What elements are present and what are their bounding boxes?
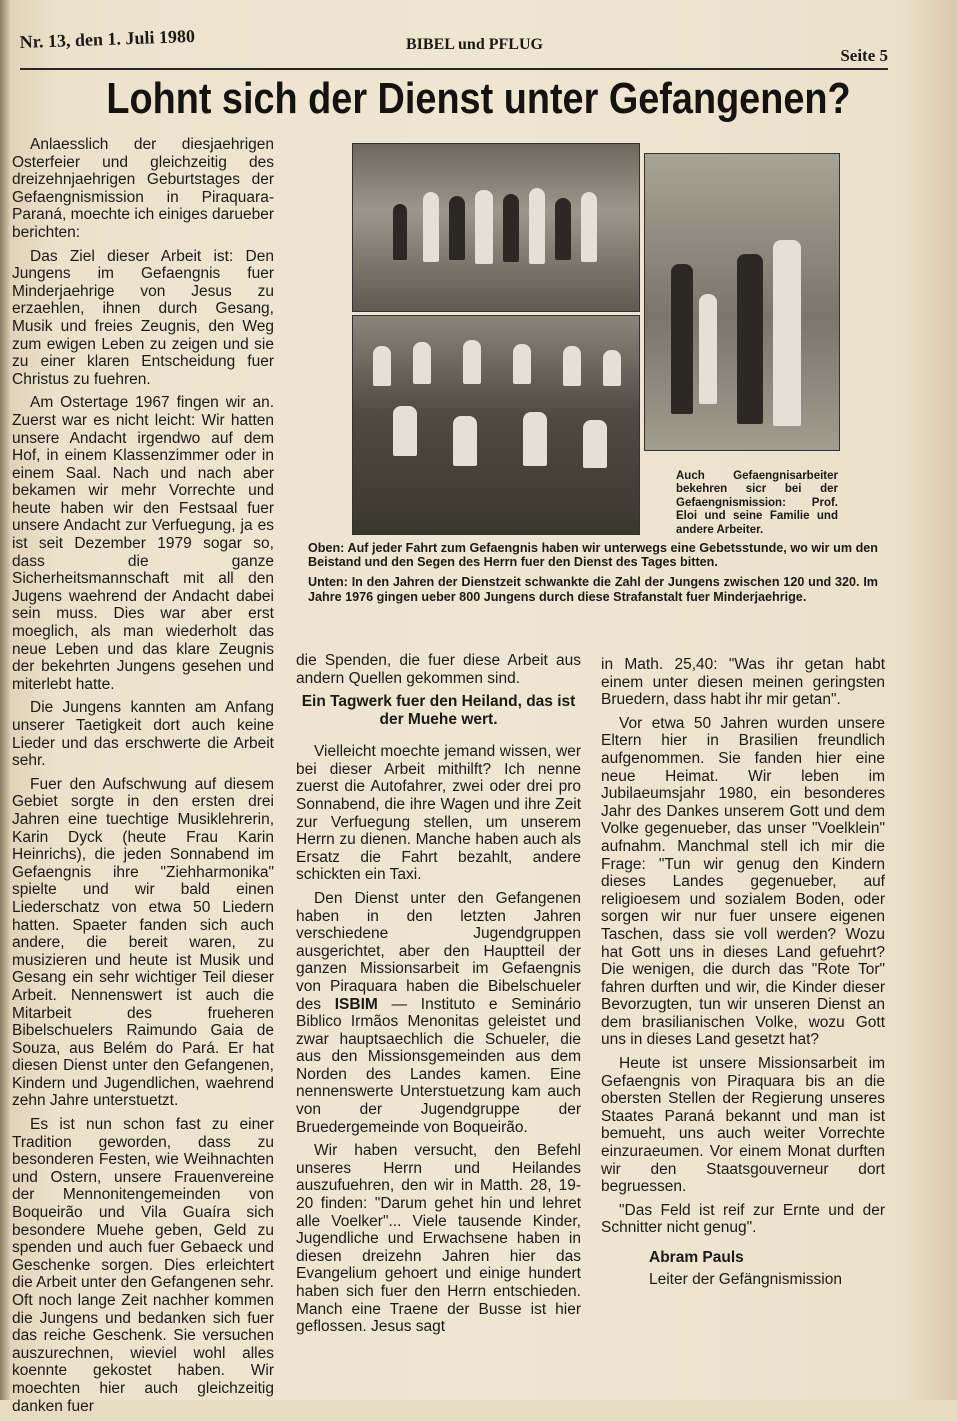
article-column-2	[296, 652, 581, 1342]
binding-edge	[0, 0, 10, 1400]
paragraph: Am Ostertage 1967 fingen wir an. Zuerst war es nicht leicht: Wir hatten unsere Andacht irgendwo auf dem Hof, in einem Klassenzimmer oder in einem Saal. Nach und nach aber bekamen wir mehr Vorrechte und heute haben wir den Festsaal fuer unsere Andacht zur Verfuegung, ja es ist seit Dezember 1979 sogar so, dass die ganze Sicherheitsmannschaft mit all den Jugens waehrend der Andacht dabei sein muss. Dies war aber erst moeglich, als man wiederholt das neue Leben und das klare Zeugnis der bekehrten Jungens gesehen und miterlebt hatte.	[12, 394, 274, 693]
author-role: Leiter der Gefängnismission	[649, 1270, 842, 1288]
caption-bottom-text: In den Jahren der Dienstzeit schwankte die Zahl der Jungens zwischen 120 und 320. Im Jahre 1976 gingen ueber 800 Jungens durch diese Strafanstalt fuer Minderjaehrige.	[308, 575, 879, 604]
paragraph-text: — Instituto e Seminário Biblico Irmãos Menonitas geleistet und zwar hauptsaechlich die Schueler, die aus den Missionsgemeinden aus dem Norden des Landes kamen. Eine nennenswerte Unterstuetzung kam auch von der Jugendgruppe der Bruedergemeinde von Boqueirão.	[296, 995, 581, 1136]
closing-quote: "Das Feld ist reif zur Ernte und der Schnitter nicht genug".	[601, 1201, 885, 1237]
page-number: Seite 5	[840, 46, 888, 65]
publication-name: BIBEL und PFLUG	[406, 36, 543, 53]
masthead	[19, 25, 888, 70]
paragraph-text: Den Dienst unter den Gefangenen haben in den letzten Jahren verschiedene Jugendgruppen ausgerichtet, aber den Hauptteil der ganzen Missionsarbeit im Gefaengnis von Piraquara haben die Bibelschueler des	[296, 889, 581, 1013]
photo-captions	[308, 541, 878, 610]
paragraph	[296, 890, 581, 1136]
article-headline: Lohnt sich der Dienst unter Gefangenen?	[106, 74, 851, 123]
paragraph: Heute ist unsere Missionsarbeit im Gefaengnis von Piraquara bis an die obersten Stellen der Regierung unseres Staates Paraná bekannt und man ist bemueht, uns auch weiter Vorrechte einzuraeumen. Vor einem Monat durften wir den Staatsgouverneur dort begruessen.	[601, 1055, 885, 1196]
photo-caption-side: Auch Gefaengnisarbeiter bekehren sicr bei der Gefaengnismission: Prof. Eloi und seine Familie und andere Arbeiter.	[676, 470, 838, 536]
paragraph: in Math. 25,40: "Was ihr getan habt einem unter diesen meinen geringsten Bruedern, dass habt ihr mir getan".	[601, 656, 885, 709]
caption-bottom	[308, 575, 878, 603]
paragraph: Das Ziel dieser Arbeit ist: Den Jungens im Gefaengnis fuer Minderjaehrige von Jesus zu erzaehlen, ihnen durch Gesang, Musik und freies Zeugnis, den Weg zum ewigen Leben zu zeigen und sie zu einer klaren Entscheidung fuer Christus zu fuehren.	[12, 247, 274, 388]
author-name: Abram Pauls	[649, 1249, 744, 1266]
caption-top-text: Auf jeder Fahrt zum Gefaengnis haben wir unterwegs eine Gebetsstunde, wo wir um den Beistand und den Segen des Herrn fuer den Dienst des Tages bitten.	[308, 541, 878, 570]
issue-date: Nr. 13, den 1. Juli 1980	[19, 25, 196, 53]
paragraph: Vor etwa 50 Jahren wurden unsere Eltern hier in Brasilien freundlich aufgenommen. Sie fanden hier eine neue Heimat. Wir leben im Jubilaeumsjahr 1980, ein besonderes Jahr des Dankes unserem Gott und dem Volke gegenueber, das unser "Voelklein" aufnahm. Manchmal stell ich mir die Frage: "Tun wir genug den Kindern dieses Landes gegenueber, auf religioesem und sozialem Boden, oder sorgen wir nur fuer unsere eigenen Taschen, dass sie voll werden? Wozu hat Gott uns in dieses Land gefuehrt? Die wenigen, die durch das "Rote Tor" fahren durften und wir, die Kinder dieser Bevorzugten, tun wir unseren Dienst an dem brasilianischen Volke, wozu Gott uns in dieses Land gesetzt hat?	[601, 714, 885, 1049]
caption-top-label: Oben:	[308, 541, 345, 555]
article-column-1	[12, 136, 274, 1421]
photo-prof-eloi-family	[644, 153, 840, 451]
isbim-acronym: ISBIM	[334, 995, 378, 1013]
caption-bottom-label: Unten:	[308, 575, 348, 590]
photo-inmates-audience	[352, 315, 640, 535]
paragraph: Die Jungens kannten am Anfang unserer Taetigkeit dort auch keine Lieder und das erschwerte die Arbeit sehr.	[12, 699, 274, 770]
photo-prayer-group	[352, 143, 640, 312]
paragraph: Anlaesslich der diesjaehrigen Osterfeier und gleichzeitig des dreizehnjaehrigen Geburtstages der Gefaengnismission in Piraquara-Paraná, moechte ich einiges darueber berichten:	[12, 136, 274, 241]
article-column-3	[601, 656, 885, 1288]
subheading: Ein Tagwerk fuer den Heiland, das ist der Muehe wert.	[301, 693, 576, 729]
paragraph: die Spenden, die fuer diese Arbeit aus andern Quellen gekommen sind.	[296, 652, 581, 687]
paragraph: Vielleicht moechte jemand wissen, wer bei dieser Arbeit mithilft? Ich nenne zuerst die Autofahrer, zwei oder drei pro Sonnabend, die ihre Wagen und ihre Zeit zur Verfuegung stellen, um unserem Herrn zu dienen. Manche haben auch als Ersatz die Fahrt bezahlt, andere schickten ein Taxi.	[296, 743, 581, 884]
paragraph: Fuer den Aufschwung auf diesem Gebiet sorgte in den ersten drei Jahren eine tuechtige Musiklehrerin, Karin Dyck (heute Frau Karin Heinrichs), die jeden Sonnabend im Gefaengnis ihre "Ziehharmonika" spielte und wir bald einen Liederschatz von etwa 50 Liedern hatten. Spaeter fanden sich auch andere, die bereit waren, zu musizieren und heute ist Musik und Gesang ein sehr wichtiger Teil dieser Arbeit. Nennenswert ist auch die Mitarbeit des frueheren Bibelschuelers Raimundo Gaia de Souza, aus Belém do Pará. Er hat diesen Dienst unter den Gefangenen, Kindern und Jugendlichen, waehrend zehn Jahre unterstuetzt.	[12, 775, 274, 1110]
paragraph: Es ist nun schon fast zu einer Tradition geworden, dass zu besonderen Festen, wie Weihnachten und Ostern, unsere Frauenvereine der Mennonitengemeinden von Boqueirão und Vila Guaíra sich besondere Muehe geben, Geld zu spenden und auch fuer Gebaeck und Geschenke sorgen. Dies erleichtert die Arbeit unter den Gefangenen sehr. Oft noch lange Zeit nachher kommen die Jungens und bedanken sich fuer das reiche Geschenk. Sie versuchen auszurechnen, wieviel wohl alles koennte gekostet haben. Wir moechten hier auch gleichzeitig danken fuer	[12, 1116, 274, 1415]
paragraph: Wir haben versucht, den Befehl unseres Herrn und Heilandes auszufuehren, den wir in Matth. 28, 19-20 finden: "Darum gehet hin und lehret alle Voelker"... Viele tausende Kinder, Jugendliche und Erwachsene haben in diesen dreizehn Jahren hier das Evangelium gehoert und einige hundert haben sich fuer den Herrn entschieden. Manch eine Traene der Busse ist hier geflossen. Jesus sagt	[296, 1142, 581, 1336]
caption-top	[308, 541, 878, 569]
